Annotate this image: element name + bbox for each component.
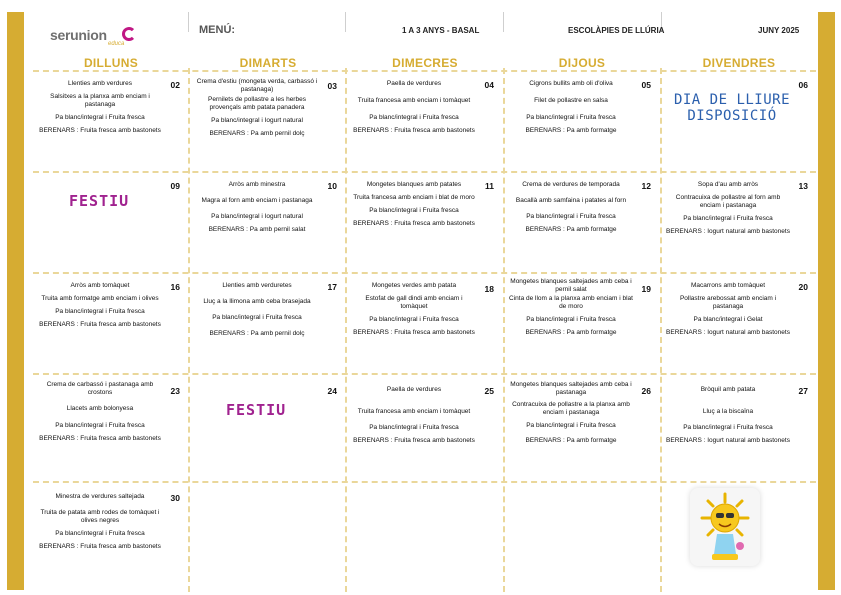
day-number: 23 [170, 386, 180, 396]
menu-item: BERENARS : Fruita fresca amb bastonets [39, 435, 161, 442]
menu-item: Pa blanc/integral i Fruita fresca [212, 314, 302, 321]
menu-item: BERENARS : Pa amb formatge [525, 329, 617, 336]
menu-item: Cigrons bullits amb oli d'oliva [529, 80, 613, 87]
serunion-logo [50, 24, 140, 48]
day-header-thursday: DIJOUS [558, 56, 606, 70]
menu-item: Mongetes blanques saltejades amb ceba i pernil salat [510, 278, 632, 293]
menu-item: Llenties amb verdures [68, 80, 132, 87]
school-label: ESCOLÀPIES DE LLÚRIA [568, 26, 665, 35]
menu-item: BERENARS : Pa amb pernil dolç [209, 330, 305, 337]
grid-line [33, 272, 816, 274]
day-number: 27 [798, 386, 808, 396]
grid-line [33, 481, 816, 483]
day-header-wednesday: DIMECRES [392, 56, 458, 70]
logo-brand: serunion [50, 27, 107, 43]
month-label: JUNY 2025 [758, 26, 800, 35]
menu-item: BERENARS : Fruita fresca amb bastonets [39, 543, 161, 550]
menu-item: BERENARS : Fruita fresca amb bastonets [353, 329, 475, 336]
day-header-friday: DIVENDRES [702, 56, 776, 70]
day-number: 13 [798, 181, 808, 191]
day-number: 19 [641, 284, 651, 294]
menu-item: Lluç a la llimona amb ceba brasejada [203, 298, 311, 305]
day-number: 20 [798, 282, 808, 292]
menu-item: Cinta de llom a la planxa amb enciam i blat de moro [509, 295, 633, 310]
menu-label: MENÚ: [199, 24, 236, 36]
menu-item: Truita de patata amb rodes de tomàquet i olives negres [40, 509, 160, 524]
day-number: 04 [484, 80, 494, 90]
menu-item: Minestra de verdures saltejada [55, 493, 145, 500]
grid-line [33, 171, 816, 173]
menu-item: BERENARS : Iogurt natural amb bastonets [666, 329, 790, 336]
menu-item: Llenties amb verduretes [222, 282, 292, 289]
header-divider [503, 12, 504, 32]
logo-sub: educa [108, 41, 125, 47]
menu-item: Pa blanc/integral i Fruita fresca [55, 422, 145, 429]
left-gold-bar [7, 12, 24, 590]
day-header-monday: DILLUNS [83, 56, 139, 70]
menu-item: Crema d'estiu (mongeta verda, carbassó i pastanaga) [196, 78, 318, 93]
menu-item: Arròs amb minestra [228, 181, 286, 188]
day-number: 25 [484, 386, 494, 396]
menu-item: Paella de verdures [386, 80, 442, 87]
day-number: 06 [798, 80, 808, 90]
day-number: 24 [327, 386, 337, 396]
menu-item: BERENARS : Pa amb formatge [525, 437, 617, 444]
menu-item: Truita amb formatge amb enciam i olives [41, 295, 159, 302]
grid-line [503, 68, 505, 592]
header-divider [188, 12, 189, 32]
menu-item: Pa blanc/integral i Fruita fresca [369, 207, 459, 214]
menu-item: Contracuixa de pollastre a la planxa amb enciam i pastanaga [512, 401, 630, 416]
menu-item: Arròs amb tomàquet [70, 282, 130, 289]
day-number: 10 [327, 181, 337, 191]
grid-line [345, 68, 347, 592]
lliure-disposicio-label: DIA DE LLIURE DISPOSICIÓ [673, 92, 791, 124]
festiu-label: FESTIU [226, 401, 287, 419]
day-number: 17 [327, 282, 337, 292]
menu-item: Pa blanc/integral i Fruita fresca [55, 308, 145, 315]
menu-item: Bacallà amb samfaina i patates al forn [515, 197, 627, 204]
grid-line [33, 70, 816, 72]
header-divider [345, 12, 346, 32]
menu-item: BERENARS : Iogurt natural amb bastonets [666, 437, 790, 444]
menu-item: Filet de pollastre en salsa [534, 97, 608, 104]
day-number: 02 [170, 80, 180, 90]
menu-item: Truita francesa amb enciam i blat de moro [353, 194, 475, 201]
menu-item: Pa blanc/integral i Fruita fresca [526, 316, 616, 323]
menu-item: Llacets amb bolonyesa [66, 405, 134, 412]
festiu-label: FESTIU [69, 192, 130, 210]
menu-item: Pollastre arebossat amb enciam i pastanaga [679, 295, 777, 310]
day-number: 18 [484, 284, 494, 294]
menu-item: Pa blanc/integral i Fruita fresca [526, 213, 616, 220]
day-number: 30 [170, 493, 180, 503]
menu-item: Mongetes blanques amb patates [366, 181, 462, 188]
menu-item: BERENARS : Pa amb formatge [525, 127, 617, 134]
menu-item: Pa blanc/integral i Iogurt natural [211, 213, 303, 220]
menu-item: Mongetes verdes amb patata [371, 282, 457, 289]
day-number: 12 [641, 181, 651, 191]
day-number: 11 [485, 181, 494, 191]
menu-item: BERENARS : Pa amb pernil salat [208, 226, 306, 233]
menu-item: Salsitxes a la planxa amb enciam i pastanaga [50, 93, 150, 108]
menu-item: Pa blanc/integral i Fruita fresca [526, 114, 616, 121]
menu-item: Pa blanc/integral i Gelat [693, 316, 763, 323]
menu-item: Lluç a la biscaïna [702, 408, 754, 415]
grid-line [33, 373, 816, 375]
sun-icon [690, 488, 760, 566]
right-gold-bar [818, 12, 835, 590]
grid-line [660, 68, 662, 592]
day-number: 26 [641, 386, 651, 396]
menu-item: BERENARS : Pa amb formatge [525, 226, 617, 233]
menu-item: Bròquil amb patata [700, 386, 756, 393]
menu-item: Mongetes blanques saltejades amb ceba i pastanaga [510, 381, 632, 396]
menu-item: Pernilets de pollastre a les herbes provençals amb patata panadera [208, 96, 306, 111]
menu-item: BERENARS : Fruita fresca amb bastonets [353, 220, 475, 227]
group-label: 1 A 3 ANYS - BASAL [402, 26, 480, 35]
menu-item: Pa blanc/integral i Fruita fresca [55, 114, 145, 121]
sun-mascot-illustration [690, 488, 760, 566]
menu-item: Truita francesa amb enciam i tomàquet [357, 408, 471, 415]
day-number: 16 [170, 282, 180, 292]
menu-item: BERENARS : Pa amb pernil dolç [209, 130, 305, 137]
menu-item: Magra al forn amb enciam i pastanaga [201, 197, 313, 204]
day-number: 03 [327, 81, 337, 91]
menu-item: Crema de carbassó i pastanaga amb crostons [46, 381, 154, 396]
menu-item: Pa blanc/integral i Fruita fresca [369, 114, 459, 121]
menu-item: Pa blanc/integral i Fruita fresca [55, 530, 145, 537]
menu-item: Estofat de gall dindi amb enciam i tomàquet [365, 295, 463, 310]
menu-item: BERENARS : Iogurt natural amb bastonets [666, 228, 790, 235]
menu-item: Pa blanc/integral i Fruita fresca [683, 424, 773, 431]
menu-item: BERENARS : Fruita fresca amb bastonets [39, 321, 161, 328]
menu-item: Truita francesa amb enciam i tomàquet [357, 97, 471, 104]
menu-item: BERENARS : Fruita fresca amb bastonets [353, 437, 475, 444]
menu-item: Pa blanc/integral i Fruita fresca [526, 422, 616, 429]
menu-item: Pa blanc/integral i Fruita fresca [369, 424, 459, 431]
day-number: 09 [170, 181, 180, 191]
menu-item: BERENARS : Fruita fresca amb bastonets [39, 127, 161, 134]
menu-item: Pa blanc/integral i Fruita fresca [369, 316, 459, 323]
menu-item: Contracuixa de pollastre al forn amb enciam i pastanaga [675, 194, 781, 209]
menu-item: Crema de verdures de temporada [522, 181, 620, 188]
menu-item: Sopa d'au amb arròs [697, 181, 759, 188]
logo-swirl-icon [122, 27, 136, 41]
menu-item: Paella de verdures [386, 386, 442, 393]
menu-item: Pa blanc/integral i Fruita fresca [683, 215, 773, 222]
menu-item: BERENARS : Fruita fresca amb bastonets [353, 127, 475, 134]
menu-item: Macarrons amb tomàquet [690, 282, 766, 289]
day-number: 05 [641, 80, 651, 90]
menu-item: Pa blanc/integral i Iogurt natural [211, 117, 303, 124]
grid-line [188, 68, 190, 592]
day-header-tuesday: DIMARTS [239, 56, 297, 70]
